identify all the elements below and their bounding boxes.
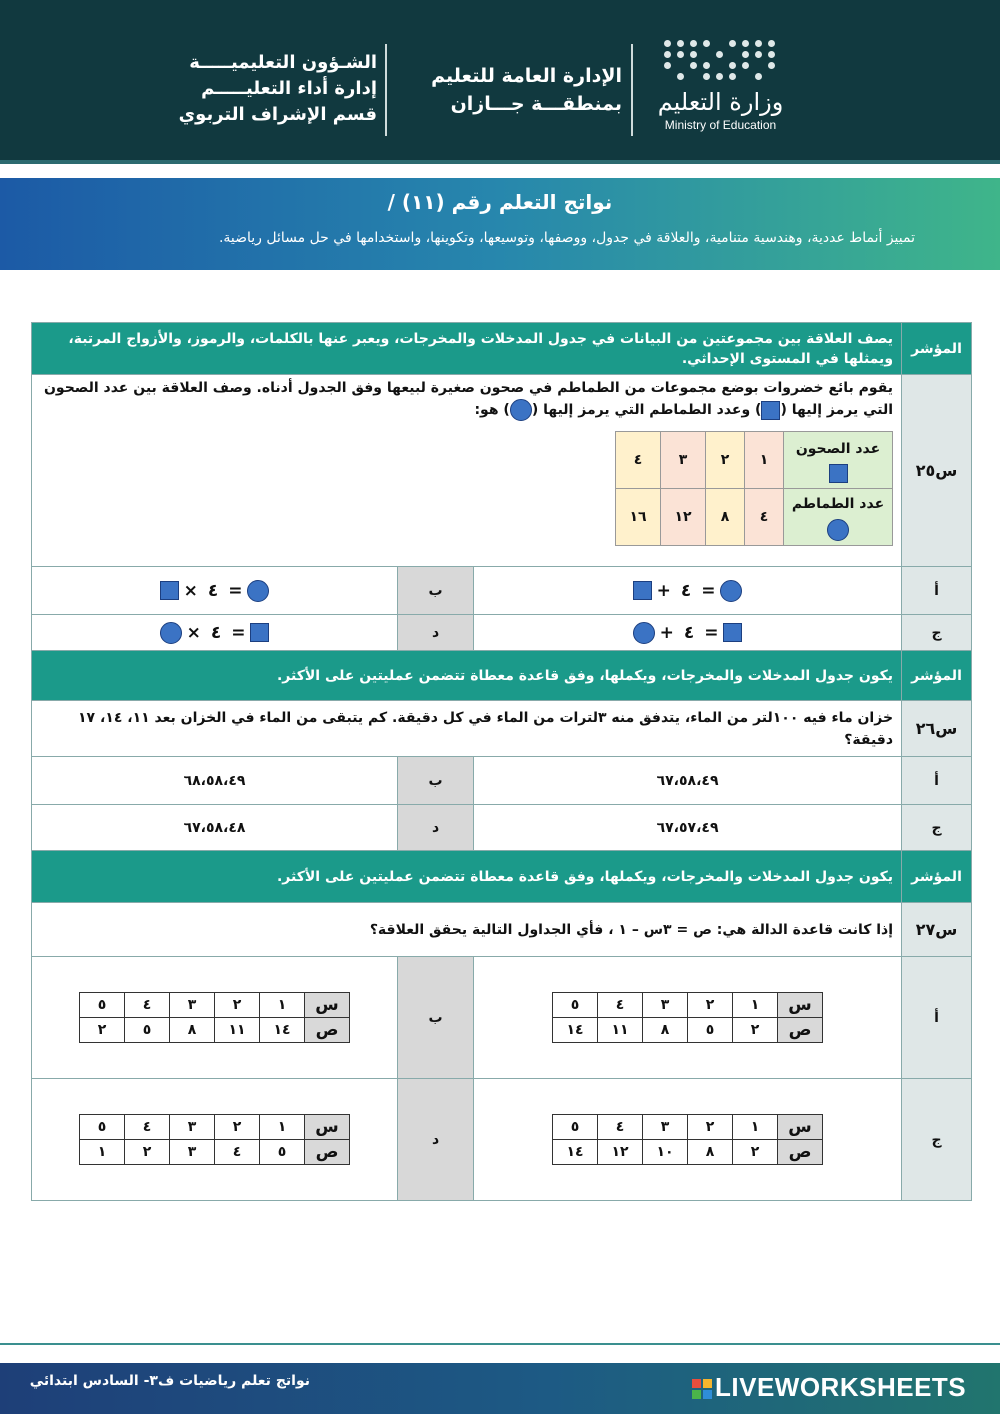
option-a-label: أ	[902, 567, 972, 615]
q25-options-row-1	[32, 567, 972, 615]
plates-label-cell	[784, 432, 893, 489]
page-footer	[0, 1363, 1000, 1414]
q25-option-d-expression: × ٤ =	[160, 622, 270, 644]
logo-dots-icon	[653, 40, 788, 80]
q27-option-d[interactable]	[32, 1079, 398, 1201]
option-c-label: ج	[902, 1079, 972, 1201]
q25-question-text	[40, 377, 893, 421]
q26-option-b[interactable]: ٦٨،٥٨،٤٩	[32, 757, 398, 805]
square-icon	[829, 464, 848, 483]
x-label: س	[305, 1115, 350, 1140]
y-value: ٥	[688, 1018, 733, 1043]
x-value: ٢	[688, 993, 733, 1018]
liveworksheets-icon	[692, 1379, 712, 1399]
q27-option-a-table	[552, 992, 823, 1043]
x-value: ٥	[80, 1115, 125, 1140]
q26-question-row	[32, 701, 972, 757]
y-value: ٢	[733, 1140, 778, 1165]
page-header	[0, 0, 1000, 162]
option-b-label: ب	[398, 757, 474, 805]
circle-icon	[827, 519, 849, 541]
plates-value: ٢	[706, 432, 745, 489]
tomatoes-value: ١٢	[661, 489, 706, 546]
y-value: ٢	[80, 1018, 125, 1043]
liveworksheets-logo[interactable]	[692, 1372, 966, 1403]
y-value: ٨	[643, 1018, 688, 1043]
header-divider	[385, 44, 387, 136]
q27-option-a[interactable]	[474, 957, 902, 1079]
y-label: ص	[778, 1140, 823, 1165]
x-value: ٤	[125, 993, 170, 1018]
square-icon	[633, 581, 652, 600]
y-value: ١	[80, 1140, 125, 1165]
x-row	[80, 1115, 350, 1140]
x-value: ١	[733, 993, 778, 1018]
affairs-line-3: قسم الإشراف التربوي	[178, 104, 377, 125]
y-value: ٨	[688, 1140, 733, 1165]
y-value: ٢	[125, 1140, 170, 1165]
x-value: ٢	[215, 1115, 260, 1140]
q27-option-d-table	[79, 1114, 350, 1165]
circle-icon	[633, 622, 655, 644]
option-a-label: أ	[902, 757, 972, 805]
circle-icon	[510, 399, 532, 421]
x-label: س	[778, 1115, 823, 1140]
x-label: س	[778, 993, 823, 1018]
q27-options-row-1	[32, 957, 972, 1079]
directorate-line-2: بمنطقـــة جـــازان	[450, 93, 622, 115]
directorate-name	[431, 62, 622, 118]
x-value: ٢	[215, 993, 260, 1018]
q25-number: س٢٥	[902, 375, 972, 567]
circle-icon	[720, 580, 742, 602]
footer-caption: نواتج تعلم رياضيات ف٣- السادس ابتدائي	[29, 1373, 310, 1389]
q26-option-a[interactable]: ٦٧،٥٨،٤٩	[474, 757, 902, 805]
questions-table	[31, 322, 972, 1201]
q26-number: س٢٦	[902, 701, 972, 757]
q25-text-part-1: يقوم بائع خضروات بوضع مجموعات من الطماطم في صحون صغيرة لبيعها وفق الجدول أدناه. وصف العلاقة بين عدد الصحون التي يرمز إليها (	[43, 380, 894, 418]
outcome-title: نواتج التعلم رقم (١١) /	[387, 190, 613, 214]
q27-option-c[interactable]	[474, 1079, 902, 1201]
q25-option-a[interactable]	[474, 567, 902, 615]
ministry-name-english: Ministry of Education	[664, 118, 777, 132]
plates-value: ٣	[661, 432, 706, 489]
option-d-label: د	[398, 615, 474, 651]
q26-indicator-text: يكون جدول المدخلات والمخرجات، ويكملها، وفق قاعدة معطاة تتضمن عمليتين على الأكثر.	[32, 651, 902, 701]
x-value: ٣	[170, 1115, 215, 1140]
department-name	[179, 50, 377, 128]
q26-options-row-1	[32, 757, 972, 805]
y-value: ١١	[598, 1018, 643, 1043]
x-value: ١	[260, 1115, 305, 1140]
q27-option-c-table	[552, 1114, 823, 1165]
q27-indicator-row	[32, 851, 972, 903]
q26-indicator-row	[32, 651, 972, 701]
x-value: ٢	[688, 1115, 733, 1140]
y-row	[80, 1018, 350, 1043]
affairs-line-2: إدارة أداء التعليـــــم	[201, 78, 377, 99]
q27-option-b-table	[79, 992, 350, 1043]
tomatoes-value: ٨	[706, 489, 745, 546]
y-label: ص	[778, 1018, 823, 1043]
q27-number: س٢٧	[902, 903, 972, 957]
option-c-label: ج	[902, 615, 972, 651]
x-value: ١	[260, 993, 305, 1018]
q25-option-b-expression: × ٤ =	[160, 580, 270, 602]
option-b-label: ب	[398, 957, 474, 1079]
q27-question-text: إذا كانت قاعدة الدالة هي: ص = ٣س – ١ ، فأي الجداول التالية يحقق العلاقة؟	[32, 903, 902, 957]
option-a-label: أ	[902, 957, 972, 1079]
ministry-name-arabic: وزارة التعليم	[657, 88, 784, 116]
y-value: ٣	[170, 1140, 215, 1165]
plates-label: عدد الصحون	[795, 440, 881, 457]
y-row	[80, 1140, 350, 1165]
brand-name: LIVEWORKSHEETS	[715, 1372, 967, 1402]
x-row	[80, 993, 350, 1018]
x-value: ٤	[125, 1115, 170, 1140]
y-label: ص	[305, 1018, 350, 1043]
x-value: ١	[733, 1115, 778, 1140]
indicator-label: المؤشر	[902, 323, 972, 375]
square-icon	[250, 623, 269, 642]
y-value: ٥	[260, 1140, 305, 1165]
square-icon	[761, 401, 780, 420]
plates-row	[616, 432, 893, 489]
tomatoes-row	[616, 489, 893, 546]
plates-value: ٤	[616, 432, 661, 489]
y-row	[553, 1018, 823, 1043]
q25-question	[32, 375, 902, 567]
tomatoes-value: ١٦	[616, 489, 661, 546]
outcome-banner	[0, 178, 1000, 270]
x-value: ٣	[170, 993, 215, 1018]
y-row	[553, 1140, 823, 1165]
q27-indicator-text: يكون جدول المدخلات والمخرجات، ويكملها، وفق قاعدة معطاة تتضمن عمليتين على الأكثر.	[32, 851, 902, 903]
q25-question-row	[32, 375, 972, 567]
x-value: ٤	[598, 1115, 643, 1140]
option-d-label: د	[398, 1079, 474, 1201]
square-icon	[723, 623, 742, 642]
option-b-label: ب	[398, 567, 474, 615]
tomato-table	[615, 431, 893, 546]
y-value: ٢	[733, 1018, 778, 1043]
y-value: ١٠	[643, 1140, 688, 1165]
y-value: ١٢	[598, 1140, 643, 1165]
x-value: ٥	[553, 993, 598, 1018]
q26-option-d[interactable]: ٦٧،٥٨،٤٨	[32, 805, 398, 851]
indicator-label: المؤشر	[902, 851, 972, 903]
y-value: ١٤	[553, 1018, 598, 1043]
indicator-label: المؤشر	[902, 651, 972, 701]
q27-option-b[interactable]	[32, 957, 398, 1079]
affairs-line-1: الشـؤون التعليميـــــة	[189, 52, 377, 73]
header-underline	[0, 160, 1000, 164]
x-row	[553, 993, 823, 1018]
q25-indicator-row	[32, 323, 972, 375]
q25-option-c-expression: + ٤ =	[633, 622, 743, 644]
q25-option-c[interactable]	[474, 615, 902, 651]
q25-option-a-expression: + ٤ =	[633, 580, 743, 602]
y-value: ٨	[170, 1018, 215, 1043]
circle-icon	[247, 580, 269, 602]
q25-indicator-text: يصف العلاقة بين مجموعتين من البيانات في جدول المدخلات والمخرجات، ويعبر عنها بالكلمات، والرموز، والأزواج المرتبة، ويمثلها في المستوى الإحداثي.	[32, 323, 902, 375]
footer-divider	[0, 1343, 1000, 1345]
y-label: ص	[305, 1140, 350, 1165]
q26-question-text: خزان ماء فيه ١٠٠لتر من الماء، يتدفق منه ٣لترات من الماء في كل دقيقة. كم يتبقى من الماء في الخزان بعد ١١، ١٤، ١٧ دقيقة؟	[32, 701, 902, 757]
x-value: ٣	[643, 993, 688, 1018]
y-value: ١١	[215, 1018, 260, 1043]
q26-option-c[interactable]: ٦٧،٥٧،٤٩	[474, 805, 902, 851]
q25-text-part-2: ) وعدد الطماطم التي يرمز إليها (	[531, 402, 762, 418]
x-value: ٥	[553, 1115, 598, 1140]
q27-question-row	[32, 903, 972, 957]
q25-option-d[interactable]	[32, 615, 398, 651]
circle-icon	[160, 622, 182, 644]
option-d-label: د	[398, 805, 474, 851]
x-value: ٣	[643, 1115, 688, 1140]
x-value: ٤	[598, 993, 643, 1018]
y-value: ٥	[125, 1018, 170, 1043]
tomatoes-label-cell	[784, 489, 893, 546]
directorate-line-1: الإدارة العامة للتعليم	[431, 65, 622, 87]
header-divider	[631, 44, 633, 136]
x-row	[553, 1115, 823, 1140]
y-value: ٤	[215, 1140, 260, 1165]
q26-options-row-2	[32, 805, 972, 851]
x-label: س	[305, 993, 350, 1018]
x-value: ٥	[80, 993, 125, 1018]
q25-text-part-3: ) هو:	[474, 402, 510, 418]
q27-options-row-2	[32, 1079, 972, 1201]
q25-options-row-2	[32, 615, 972, 651]
tomatoes-label: عدد الطماطم	[791, 496, 885, 512]
q25-option-b[interactable]	[32, 567, 398, 615]
outcome-description: تمييز أنماط عددية، وهندسية متنامية، والعلاقة في جدول، ووصفها، وتوسيعها، وتكوينها، واستخدامها في حل مسائل رياضية.	[218, 230, 915, 246]
ministry-logo	[653, 40, 788, 140]
option-c-label: ج	[902, 805, 972, 851]
y-value: ١٤	[553, 1140, 598, 1165]
y-value: ١٤	[260, 1018, 305, 1043]
tomatoes-value: ٤	[745, 489, 784, 546]
square-icon	[160, 581, 179, 600]
plates-value: ١	[745, 432, 784, 489]
